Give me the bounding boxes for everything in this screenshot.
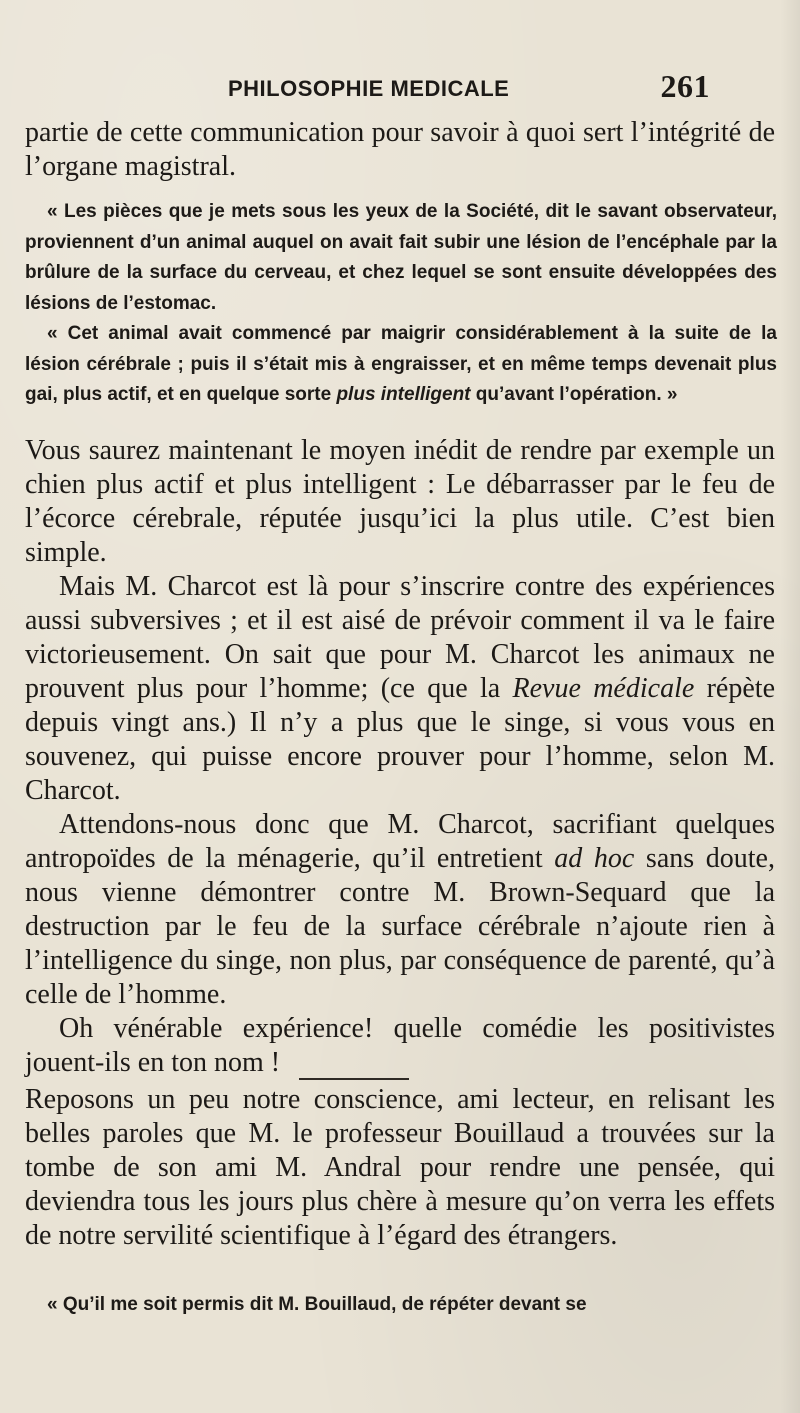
running-title: PHILOSOPHIE MEDICALE	[228, 76, 510, 101]
opening-paragraph: partie de cette communication pour savoir à quoi sert l’intégrité de l’organe magistral.	[25, 117, 775, 182]
paragraph-5: Reposons un peu notre conscience, ami lecteur, en relisant les belles paroles que M. le professeur Bouillaud a trouvées sur la tombe de son ami M. Andral pour rendre une pensée, qui deviendra tous les jours plus chère à mesure qu’on verra les effets de notre servilité scientifique à l’égard des étrangers.	[25, 1084, 775, 1251]
final-quote-line: « Qu’il me soit permis dit M. Bouillaud, de répéter devant se	[47, 1294, 587, 1315]
quote-paragraph-2-text-end: qu’avant l’opération. »	[470, 384, 678, 405]
paragraph-4: Oh vénérable expérience! quelle comédie les positivistes jouent-ils en ton nom !	[25, 1013, 775, 1078]
quote-paragraph-1: « Les pièces que je mets sous les yeux de la Société, dit le savant observateur, proviennent d’un animal auquel on avait fait subir une lésion de l’encéphale par la brûlure de la surface du cerveau, et chez lequel se sont ensuite développées des lésions de l’estomac.	[25, 201, 777, 314]
page-number: 261	[660, 68, 710, 104]
paragraph-3	[25, 808, 775, 1012]
quote-paragraph-2	[25, 319, 777, 411]
paragraph-1: Vous saurez maintenant le moyen inédit de rendre par exemple un chien plus actif et plus intelligent : Le débarrasser par le feu de l’écorce cérebrale, réputée jusqu’ici la plus utile. C’est bien simple.	[25, 435, 775, 568]
paragraph-2-text-start: Mais M. Charcot est là pour s’inscrire contre des expériences aussi subversives ; et il est aisé de prévoir comment il va le faire victorieusement. On sait que pour M. Charcot les animaux ne prouvent plus pour l’homme; (ce que la	[25, 571, 775, 704]
paragraph-3-text-end: sans doute, nous vienne démontrer contre M. Brown-Sequard que la destruction par le feu de la surface cérébrale n’ajoute rien à l’intelligence du singe, non plus, par conséquence de parenté, qu’à celle de l’homme.	[25, 843, 775, 1010]
quoted-observation-block	[25, 197, 777, 411]
paragraph-2	[25, 570, 775, 808]
main-text-block	[25, 434, 775, 1080]
second-text-block	[25, 1083, 775, 1253]
quote-paragraph-2-italic: plus intelligent	[336, 384, 471, 405]
section-divider	[299, 1078, 409, 1080]
quote-paragraph-2-text-start: « Cet animal avait commencé par maigrir considérablement à la suite de la lésion cérébrale ; puis il s’était mis à engraisser, et en même temps devenait plus gai, plus actif, et en quelque sorte	[25, 323, 777, 405]
page-header	[228, 68, 710, 108]
opening-text-block	[25, 116, 775, 184]
paragraph-3-text-start: Attendons-nous donc que M. Charcot, sacrifiant quelques antropoïdes de la ménagerie, qu’il entretient	[25, 809, 775, 874]
paragraph-2-italic: Revue médicale	[512, 673, 695, 704]
paragraph-2-text-end: répète depuis vingt ans.) Il n’y a plus que le singe, si vous vous en souvenez, qui puisse encore prouver pour l’homme, selon M. Charcot.	[25, 673, 775, 806]
paragraph-3-italic: ad hoc	[554, 843, 635, 874]
